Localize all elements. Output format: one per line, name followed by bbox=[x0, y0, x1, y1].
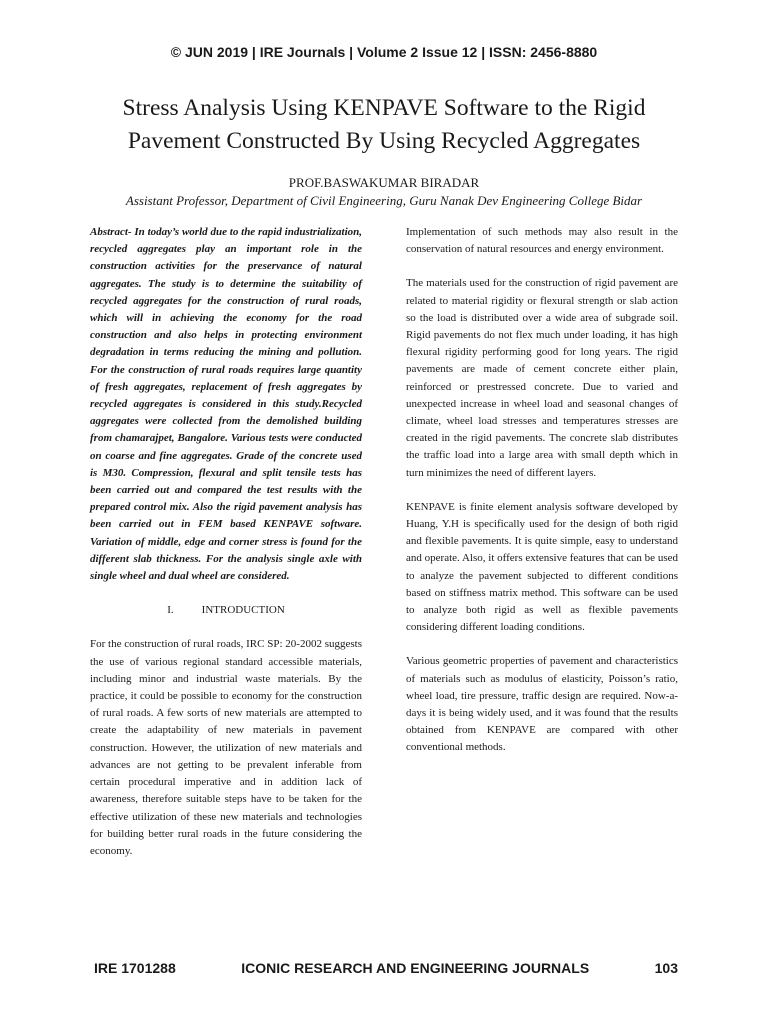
page-footer bbox=[94, 960, 678, 976]
title-line-1: Stress Analysis Using KENPAVE Software to the Rigid bbox=[122, 95, 646, 121]
section-heading bbox=[90, 602, 362, 619]
footer-journal-name: ICONIC RESEARCH AND ENGINEERING JOURNALS bbox=[241, 960, 590, 976]
section-title: INTRODUCTION bbox=[201, 604, 285, 617]
section-number: I. bbox=[167, 604, 174, 617]
title-line-2: Pavement Constructed By Using Recycled Aggregates bbox=[127, 128, 641, 154]
paragraph-3: KENPAVE is finite element analysis software developed by Huang, Y.H is specifically used for the design of both rigid and flexible pavements. It is quite simple, easy to understand and operate. Also, it offers extensive features that can be used to analyze the pavement subjected to different conditions based on stiffness matrix method. This software can be used to analyze both rigid as well as flexible pavements considering different loading conditions. bbox=[406, 500, 678, 634]
paragraph-4: Various geometric properties of pavement and characteristics of materials such as modulus of elasticity, Poisson’s ratio, wheel load, tire pressure, traffic design are required. Now-a-days it is being widely used, and it was found that the results obtained from KENPAVE are compared with other conventional methods. bbox=[406, 655, 678, 754]
intro-paragraph: For the construction of rural roads, IRC SP: 20-2002 suggests the use of various regional standard accessible materials, including minor and industrial waste materials. By the practice, it could be possible to economy for the construction of rural roads. A few sorts of new materials are attempted to create the adaptability of new materials in pavement construction. However, the utilization of new materials and advances are not getting to be prevalent inferable from certain procedural imperative and in addition lack of awareness, therefore suitable steps have to be taken for the effective utilization of these new materials and technologies for building better rural roads in the future considering the economy. bbox=[90, 638, 362, 857]
right-column bbox=[406, 224, 678, 757]
paragraph-1: Implementation of such methods may also result in the conservation of natural resources and energy environment. bbox=[406, 226, 678, 256]
paragraph-2: The materials used for the construction of rigid pavement are related to material rigidity or flexural strength or slab action so the load is distributed over a wide area of subgrade soil. Rigid pavements do not flex much under loading, it has high flexural rigidity performing good for long years. The rigid pavements are made of cement concrete either plain, reinforced or prestressed concrete. Due to varied and unexpected increase in wheel load and seasonal changes of climate, wheel load stresses and temperatures stresses are created in the rigid pavements. The concrete slab distributes the traffic load into a large area with small depth which in turn minimizes the need of different layers. bbox=[406, 277, 678, 479]
abstract: Abstract- In today’s world due to the rapid industrialization, recycled aggregates play an important role in the construction activities for the preservance of natural aggregates. The study is to determine the suitability of recycled aggregates for the construction of rural roads, which will in achieving the economy for the road construction and also helps in protecting environment degradation in terms reducing the mining and pollution. For the construction of rural roads requires large quantity of fresh aggregates, replacement of fresh aggregates by recycled aggregates is considered in this study.Recycled aggregates were collected from the demolished building from chamarajpet, Bangalore. Various tests were conducted on coarse and fine aggregates. Grade of the concrete used is M30. Compression, flexural and split tensile tests has been carried out and compared the test results with the prepared control mix. Also the rigid pavement analysis has been carried out in FEM based KENPAVE software. Variation of middle, edge and corner stress is found for the different slab thickness. For the analysis single axle with single wheel and dual wheel are considered. bbox=[90, 226, 362, 583]
journal-header: © JUN 2019 | IRE Journals | Volume 2 Issue 12 | ISSN: 2456-8880 bbox=[170, 44, 598, 60]
footer-page-number: 103 bbox=[654, 960, 678, 976]
footer-paper-id: IRE 1701288 bbox=[94, 960, 176, 976]
paper-title bbox=[60, 92, 708, 158]
author-name: PROF.BASWAKUMAR BIRADAR bbox=[288, 175, 480, 190]
author-affiliation: Assistant Professor, Department of Civil Engineering, Guru Nanak Dev Engineering College Bidar bbox=[125, 193, 643, 208]
left-column bbox=[90, 224, 362, 860]
